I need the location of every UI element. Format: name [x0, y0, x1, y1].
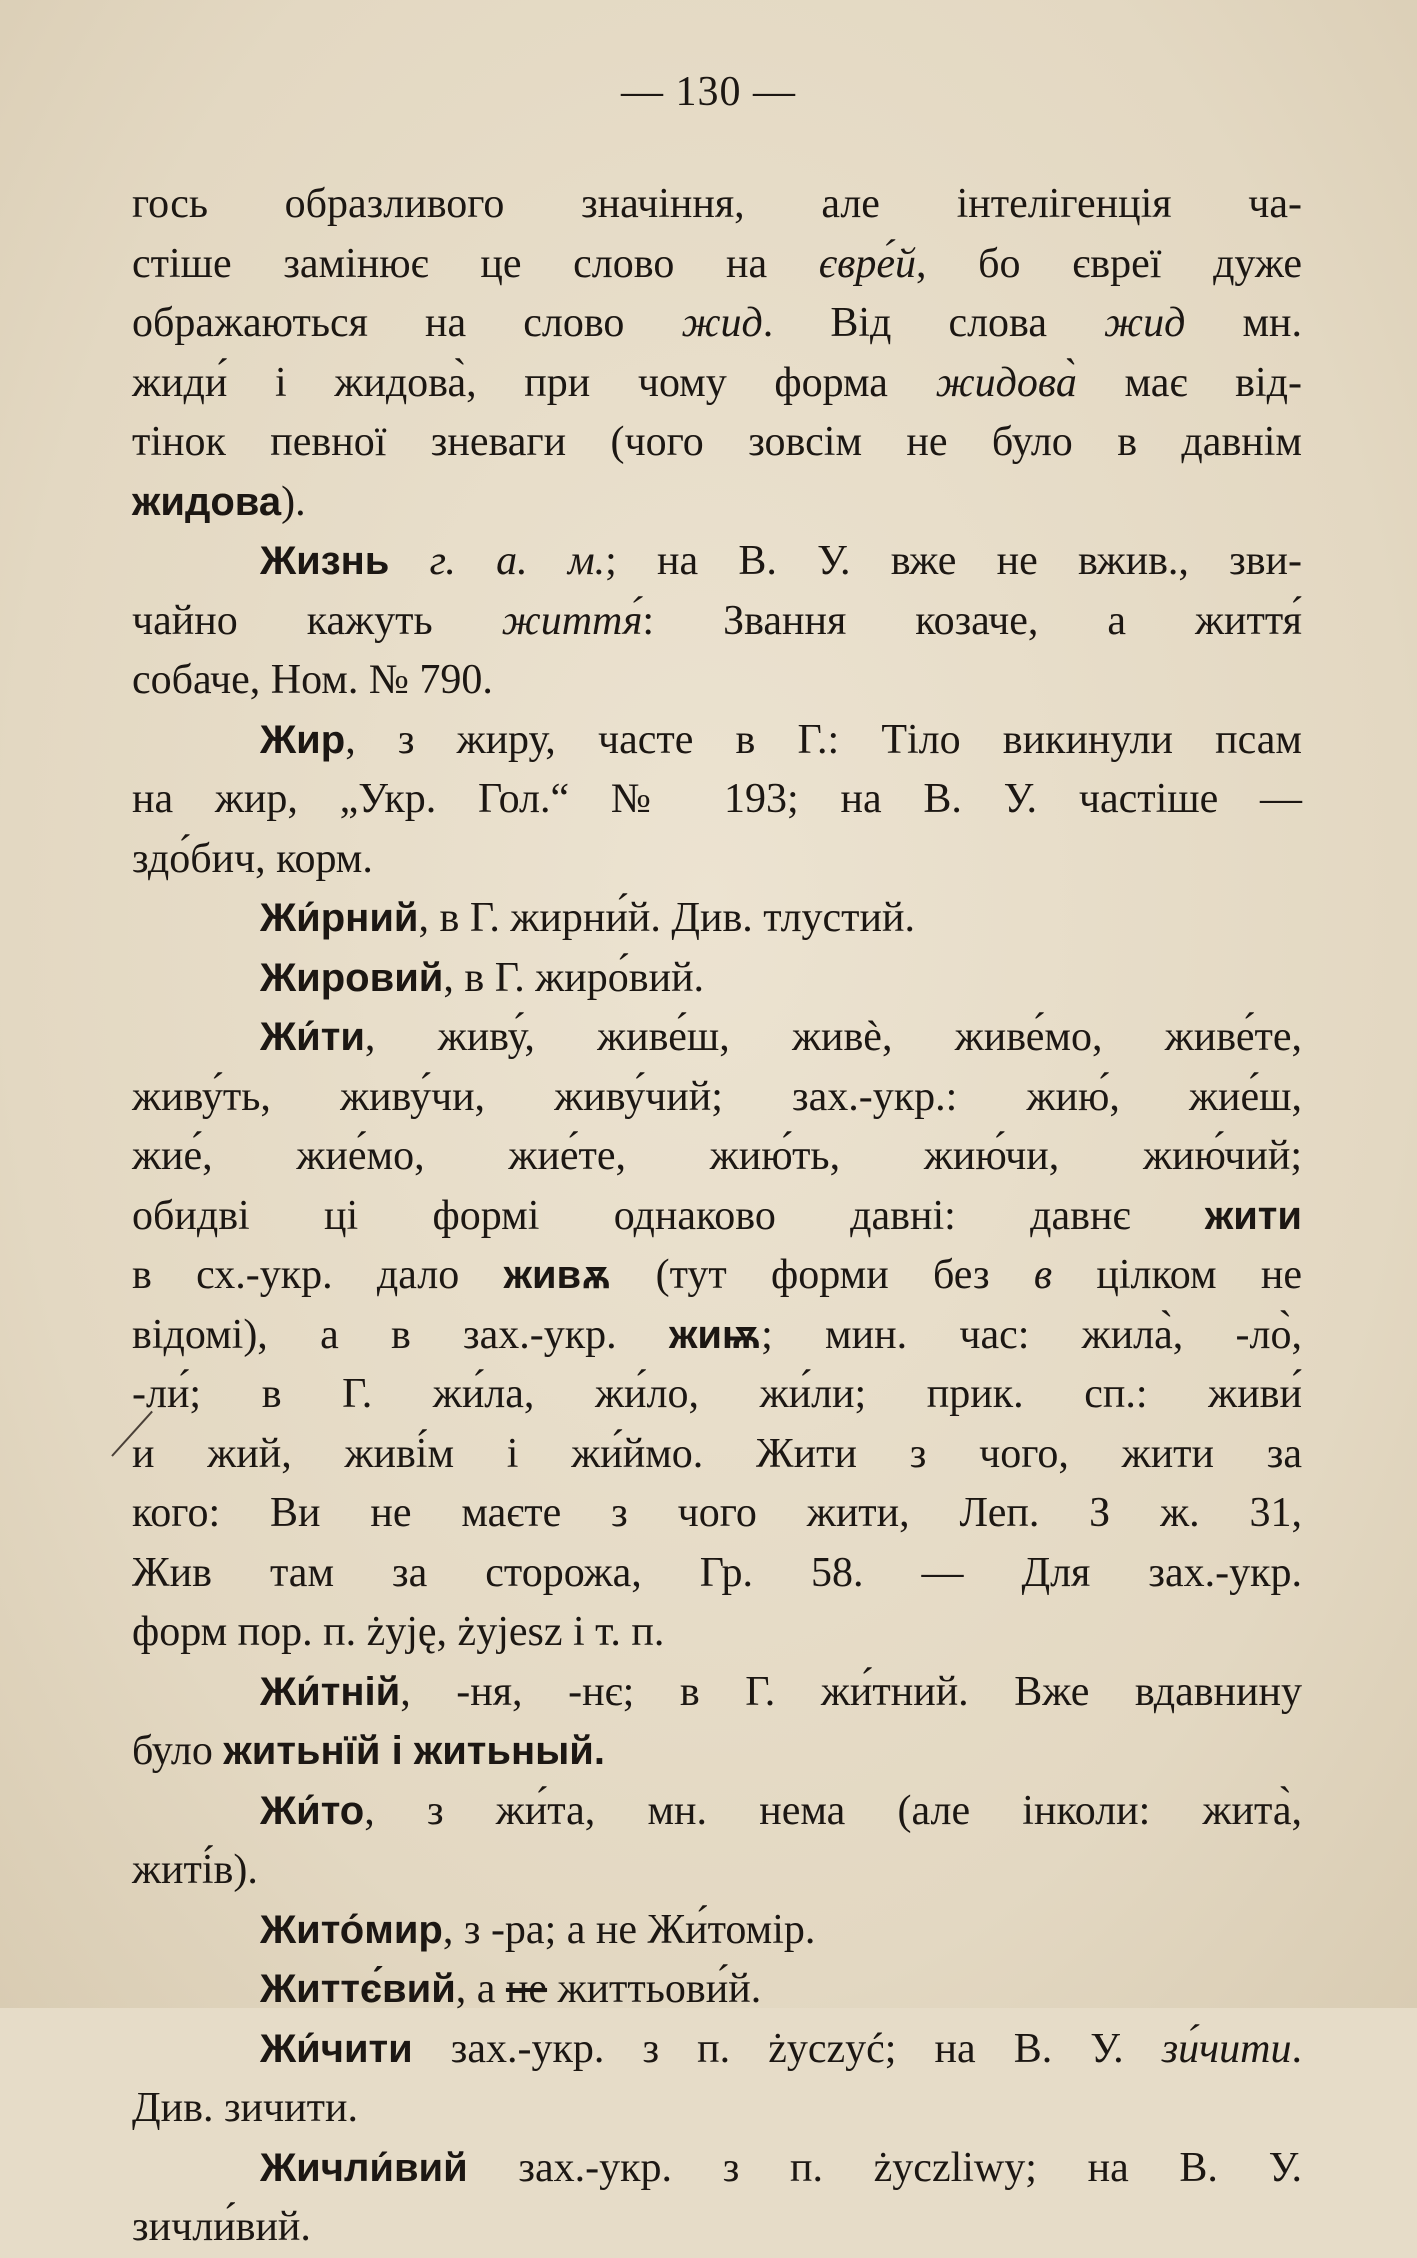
text-run: відомі), а в зах.-укр. [132, 1311, 669, 1358]
headword: Жи́рний [260, 896, 419, 940]
text-run: тінок певної зневаги (чого зовсім не було в давнім [132, 419, 1302, 465]
text-line [132, 1365, 1302, 1425]
headword: Жизнь [260, 539, 390, 583]
text-run: ). [281, 478, 306, 525]
headword: Жи́чити [260, 2026, 413, 2071]
text-line [132, 1246, 1302, 1306]
text-line [132, 1187, 1302, 1247]
text-run: собаче, Ном. № 790. [132, 657, 493, 703]
text-run: мн. [1185, 300, 1302, 346]
text-line [132, 1901, 1302, 1961]
headword: Жи́ти [260, 1015, 365, 1059]
text-run: , живу́, живе́ш, живѐ, живе́мо, живе́те, [364, 1014, 1302, 1060]
headword: Жи́тній [260, 1669, 401, 1714]
page-number: — 130 — [621, 69, 796, 115]
text-run: , з жиру, часте в Г.: Тіло викинули псам [345, 716, 1302, 763]
italic-text: зи́чити [1161, 2025, 1292, 2072]
headword: Жировий [260, 955, 444, 1000]
text-run: має від- [1076, 359, 1302, 406]
text-run: Див. зичити. [132, 2085, 358, 2131]
text-line [132, 949, 1302, 1009]
headword: Жичли́вий [260, 2145, 468, 2190]
headword: житьнїй і житьный. [223, 1729, 606, 1773]
headword: Життє́вий [260, 1967, 456, 2011]
text-line [132, 592, 1302, 652]
text-line [132, 1425, 1302, 1485]
text-run: ображаються на слово [132, 300, 682, 346]
text-line [132, 1306, 1302, 1366]
headword: Жито́мир [260, 1907, 443, 1952]
text-run: зах.-укр. з п. życzliwy; на В. У. [467, 2144, 1302, 2191]
text-line [132, 651, 1302, 711]
italic-text: г. а. м. [429, 538, 606, 584]
text-run: . Від слова [762, 300, 1105, 346]
dictionary-text [132, 175, 1302, 2258]
text-run: , бо євреї дуже [915, 240, 1302, 287]
text-line [132, 770, 1302, 830]
text-run: було [132, 1728, 224, 1774]
text-line [132, 175, 1302, 235]
text-line [132, 1127, 1302, 1187]
headword: жити [1204, 1193, 1302, 1238]
text-run: . [1291, 2025, 1302, 2072]
text-run: , з жи́та, мн. нема (але інколи: жита̀, [364, 1787, 1302, 1834]
italic-text: життя́ [501, 597, 643, 644]
text-line [132, 1544, 1302, 1604]
text-line [132, 2079, 1302, 2139]
text-run: обидві ці формі однаково давні: давнє [132, 1192, 1205, 1239]
text-run: , -ня, -нє; в Г. жи́тний. Вже вдавнину [400, 1668, 1302, 1715]
text-run: (тут форми без [611, 1252, 1034, 1298]
text-line [132, 235, 1302, 295]
headword: жиѭ [668, 1312, 762, 1357]
text-run: житі́в). [132, 1847, 258, 1893]
text-run: життьови́й. [547, 1966, 762, 2012]
text-run: жие́, жие́мо, жие́те, жию́ть, жию́чи, жию́чий; [132, 1133, 1302, 1179]
struck-text: не [505, 1966, 548, 2012]
text-run: Жив там за сторожа, Гр. 58. — Для зах.-укр. [132, 1549, 1302, 1596]
text-run: зичли́вий. [132, 2204, 311, 2250]
text-run: здо́бич, корм. [132, 835, 373, 882]
italic-text: жид [681, 300, 763, 346]
text-line [132, 532, 1302, 592]
text-line [132, 473, 1302, 533]
text-run: живу́ть, живу́чи, живу́чий; зах.-укр.: жию́, жие́ш, [132, 1073, 1302, 1120]
text-line [132, 1068, 1302, 1128]
text-run: , а [455, 1966, 506, 2012]
text-run: -ли́; в Г. жи́ла, жи́ло, жи́ли; прик. сп.: живи́ [132, 1371, 1302, 1417]
text-line [132, 2198, 1302, 2258]
text-run: , в Г. жирни́й. Див. тлустий. [418, 895, 915, 941]
text-line [132, 1663, 1302, 1723]
text-line [132, 1008, 1302, 1068]
text-run: стіше замінює це слово на [132, 240, 819, 287]
text-run: , з -ра; а не Жи́томір. [442, 1906, 816, 1953]
text-line [132, 1722, 1302, 1782]
text-run: на жир, „Укр. Гол.“ № 193; на В. У. частіше — [132, 776, 1302, 822]
text-line [132, 294, 1302, 354]
text-line [132, 1960, 1302, 2020]
text-run: зах.-укр. з п. życzyć; на В. У. [412, 2025, 1162, 2072]
headword: живѫ [503, 1253, 612, 1297]
text-line [132, 889, 1302, 949]
headword: Жир [260, 717, 346, 762]
text-run: чайно кажуть [132, 597, 502, 644]
text-line [132, 413, 1302, 473]
text-run [389, 538, 429, 584]
text-run: форм пор. п. żyję, żyjesz і т. п. [132, 1609, 665, 1655]
text-line [132, 2020, 1302, 2080]
text-run: кого: Ви не маєте з чого жити, Леп. З ж. 31, [132, 1490, 1302, 1536]
headword: Жи́то [260, 1788, 365, 1833]
text-run: ; мин. час: жила̀, -ло̀, [761, 1311, 1302, 1358]
text-run: ; на В. У. вже не вжив., зви- [605, 538, 1302, 584]
text-line [132, 711, 1302, 771]
text-run: , в Г. жиро́вий. [443, 954, 705, 1001]
text-line [132, 2139, 1302, 2199]
text-line [132, 1484, 1302, 1544]
italic-text: в [1033, 1252, 1053, 1298]
text-line [132, 1841, 1302, 1901]
italic-text: євре́й [818, 240, 916, 287]
text-line [132, 830, 1302, 890]
text-run: цілком не [1052, 1252, 1302, 1298]
text-run: жиди́ і жидова̀, при чому форма [132, 359, 936, 406]
text-run: в сх.-укр. дало [132, 1252, 504, 1298]
text-line [132, 1603, 1302, 1663]
text-line [132, 354, 1302, 414]
text-line [132, 1782, 1302, 1842]
italic-text: жид [1104, 300, 1186, 346]
text-run: и жий, живі́м і жи́ймо. Жити з чого, жити за [132, 1430, 1302, 1477]
italic-text: жидова̀ [935, 359, 1077, 406]
text-run: : Звання козаче, а життя́ [642, 597, 1302, 644]
text-run: гось образливого значіння, але інтелігенція ча- [132, 181, 1302, 227]
headword: жидова [132, 479, 282, 524]
